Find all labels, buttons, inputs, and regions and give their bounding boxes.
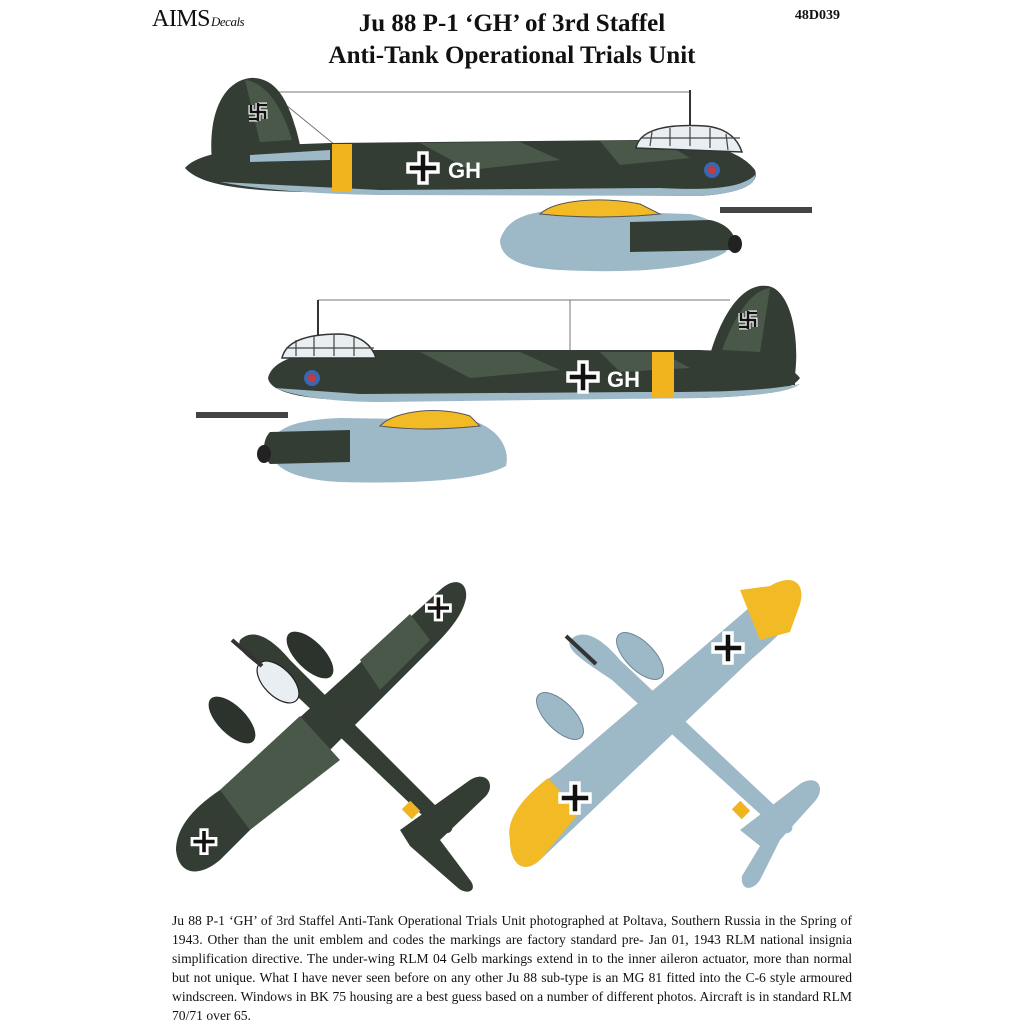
- fuselage-band-right: [652, 352, 674, 398]
- page-subtitle: Anti-Tank Operational Trials Unit: [328, 42, 696, 69]
- plan-upper: [176, 582, 490, 892]
- description-text: Ju 88 P-1 ‘GH’ of 3rd Staffel Anti-Tank Operational Trials Unit photographed at Poltava, Southern Russia in the Spring of 1943. Other than the unit emblem and codes the markings are factory standard pre- Jan 01, 1943 RLM national insignia simplification directive. The under-wing RLM 04 Gelb markings extend in to the inner aileron actuator, more than normal but not unique. What I have never seen before on any other Ju 88 sub-type is an MG 81 fitted into the C-6 style armoured windscreen. Windows in BK 75 housing are a best guess based on a number of different photos. Aircraft is in standard RLM 70/71 over 65.: [172, 913, 852, 1023]
- brand-sub: Decals: [211, 14, 245, 29]
- code-letters-right: GH: [607, 367, 640, 392]
- code-letters: GH: [448, 158, 481, 183]
- fuselage-band: [332, 144, 352, 192]
- profile-left: [185, 78, 812, 271]
- product-code: 48D039: [794, 8, 840, 23]
- profile-right: [196, 286, 800, 483]
- page-title: Ju 88 P-1 ‘GH’ of 3rd Staffel: [358, 10, 666, 37]
- brand-name: AIMS: [152, 6, 211, 32]
- plan-lower: [509, 580, 820, 888]
